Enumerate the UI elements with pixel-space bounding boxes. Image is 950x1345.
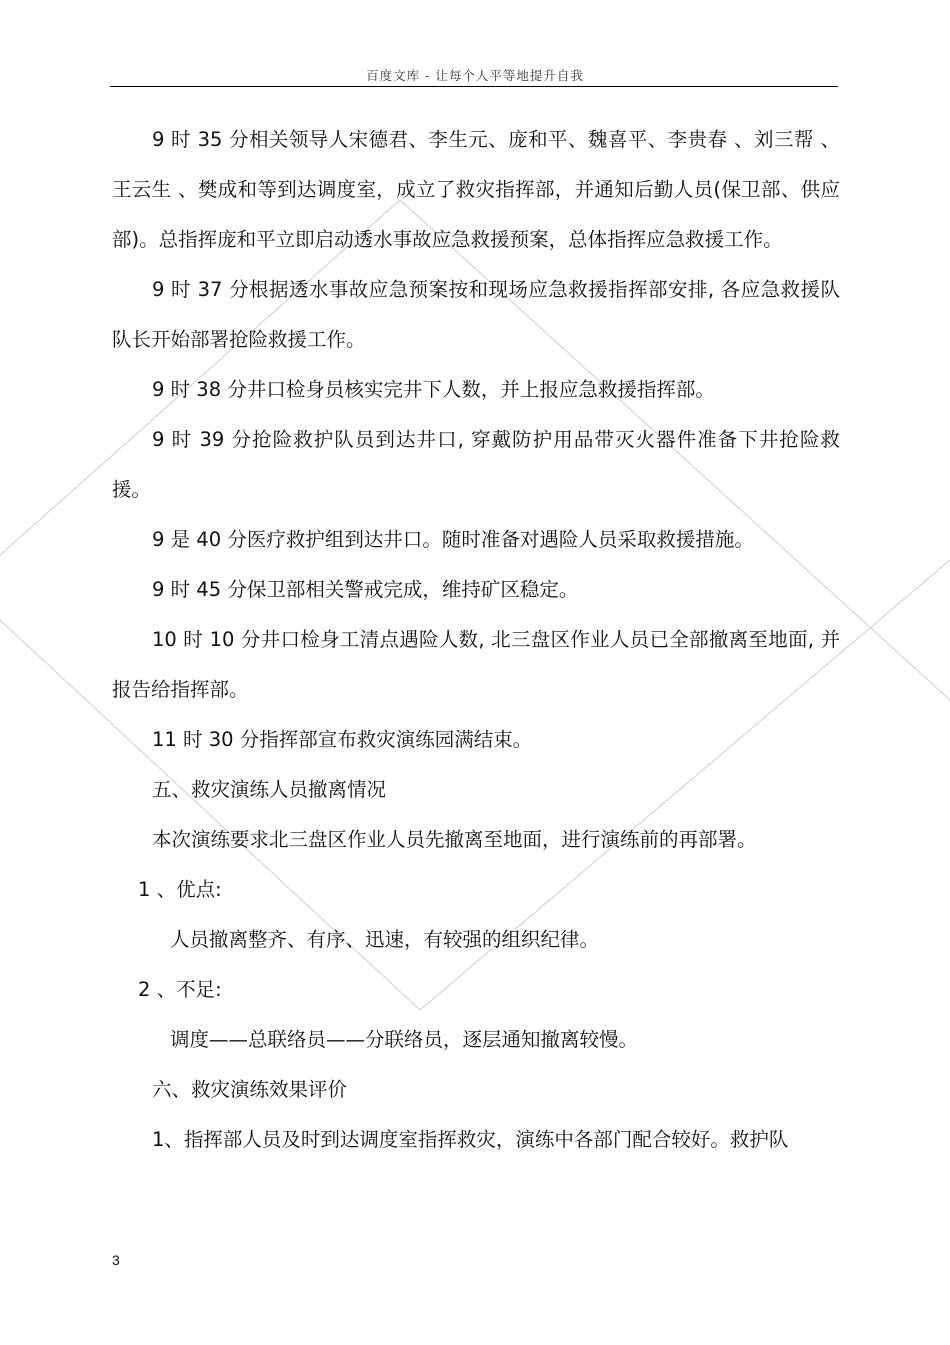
paragraph-1010: 10 时 10 分井口检身工清点遇险人数, 北三盘区作业人员已全部撤离至地面, 并报告给指挥部。 — [112, 628, 840, 701]
header-slogan: 让每个人平等地提升自我 — [435, 68, 584, 83]
document-body — [112, 115, 840, 1165]
paragraph-0937: 9 时 37 分根据透水事故应急预案按和现场应急救援指挥部安排, 各应急救援队队长开始部署抢险救援工作。 — [112, 278, 840, 351]
header-site-name: 百度文库 — [366, 68, 421, 83]
paragraph-0940: 9 是 40 分医疗救护组到达井口。随时准备对遇险人员采取救援措施。 — [152, 528, 754, 551]
section-heading-6: 六、救灾演练效果评价 — [152, 1078, 348, 1101]
section-heading-5: 五、救灾演练人员撤离情况 — [152, 778, 387, 801]
paragraph-1130: 11 时 30 分指挥部宣布救灾演练园满结束。 — [152, 728, 533, 751]
paragraph-0939: 9 时 39 分抢险救护队员到达井口, 穿戴防护用品带灭火器件准备下井抢险救援。 — [112, 428, 840, 501]
paragraph-0938: 9 时 38 分井口检身员核实完井下人数，并上报应急救援指挥部。 — [152, 378, 715, 401]
page-number: 3 — [112, 1252, 120, 1268]
header-divider — [110, 86, 838, 87]
list-heading-weaknesses: 2 、不足: — [138, 978, 222, 1001]
page-header — [0, 66, 950, 84]
paragraph-0945: 9 时 45 分保卫部相关警戒完成，维持矿区稳定。 — [152, 578, 579, 601]
paragraph-evacuation: 本次演练要求北三盘区作业人员先撤离至地面，进行演练前的再部署。 — [152, 828, 757, 851]
list-heading-strengths: 1 、优点: — [138, 878, 222, 901]
list-item-weaknesses: 调度——总联络员——分联络员，逐层通知撤离较慢。 — [170, 1028, 639, 1051]
list-item-strengths: 人员撤离整齐、有序、迅速，有较强的组织纪律。 — [170, 928, 600, 951]
header-separator: - — [420, 68, 436, 83]
paragraph-0935: 9 时 35 分相关领导人宋德君、李生元、庞和平、魏喜平、李贵春 、刘三帮 、王云生 、樊成和等到达调度室，成立了救灾指挥部，并通知后勤人员(保卫部、供应部)。总指挥庞和平立即启动透水事故应急救援预案，总体指挥应急救援工作。 — [112, 128, 840, 251]
paragraph-evaluation-1: 1、指挥部人员及时到达调度室指挥救灾，演练中各部门配合较好。救护队 — [152, 1128, 789, 1151]
